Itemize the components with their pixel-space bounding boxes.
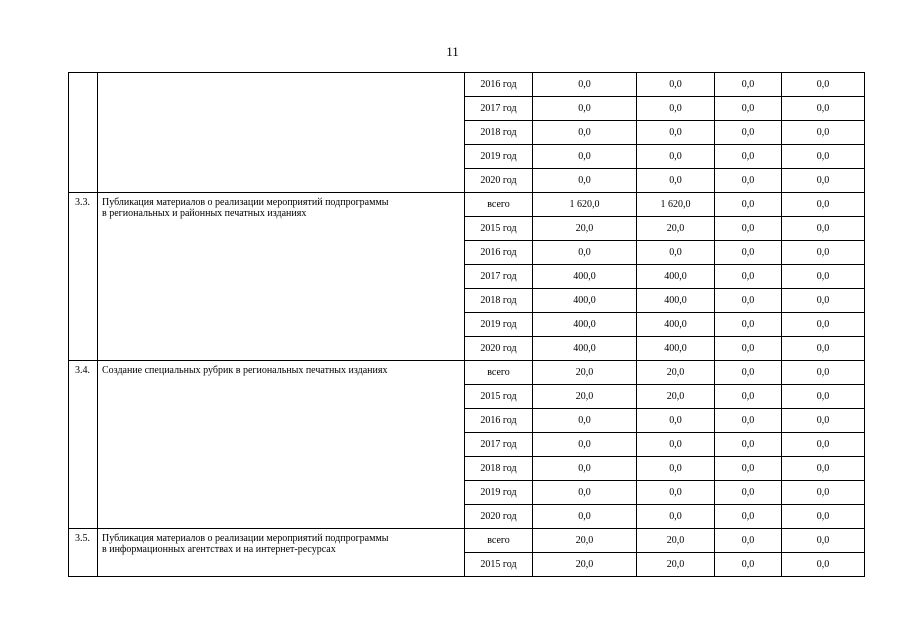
other-amount-cell: 0,0 (715, 73, 782, 97)
period-cell: 2016 год (465, 73, 533, 97)
table-body (69, 73, 865, 577)
extra-amount-cell: 0,0 (782, 145, 865, 169)
budget-amount-cell: 20,0 (637, 217, 715, 241)
total-amount-cell: 0,0 (533, 433, 637, 457)
period-cell: 2019 год (465, 313, 533, 337)
budget-amount-cell: 400,0 (637, 265, 715, 289)
other-amount-cell: 0,0 (715, 529, 782, 553)
period-cell: 2018 год (465, 289, 533, 313)
total-amount-cell: 400,0 (533, 337, 637, 361)
extra-amount-cell: 0,0 (782, 553, 865, 577)
table-row (69, 73, 865, 97)
period-cell: 2020 год (465, 337, 533, 361)
funding-table (68, 72, 865, 577)
measure-name-line: Публикация материалов о реализации мероприятий подпрограммы (102, 197, 389, 208)
other-amount-cell: 0,0 (715, 265, 782, 289)
period-cell: 2020 год (465, 505, 533, 529)
table-row (69, 361, 865, 385)
period-cell: 2018 год (465, 121, 533, 145)
table-row (69, 193, 865, 217)
total-amount-cell: 0,0 (533, 457, 637, 481)
budget-amount-cell: 1 620,0 (637, 193, 715, 217)
total-amount-cell: 0,0 (533, 121, 637, 145)
budget-amount-cell: 0,0 (637, 505, 715, 529)
budget-amount-cell: 0,0 (637, 481, 715, 505)
period-cell: 2019 год (465, 145, 533, 169)
extra-amount-cell: 0,0 (782, 121, 865, 145)
extra-amount-cell: 0,0 (782, 217, 865, 241)
period-cell: всего (465, 193, 533, 217)
extra-amount-cell: 0,0 (782, 73, 865, 97)
page-number: 11 (446, 44, 459, 59)
period-cell: 2018 год (465, 457, 533, 481)
budget-amount-cell: 0,0 (637, 433, 715, 457)
total-amount-cell: 20,0 (533, 217, 637, 241)
period-cell: 2017 год (465, 97, 533, 121)
other-amount-cell: 0,0 (715, 169, 782, 193)
measure-name-cell (98, 361, 465, 529)
budget-amount-cell: 0,0 (637, 121, 715, 145)
other-amount-cell: 0,0 (715, 553, 782, 577)
total-amount-cell: 20,0 (533, 361, 637, 385)
total-amount-cell: 1 620,0 (533, 193, 637, 217)
measure-number-cell: 3.3. (69, 193, 98, 361)
total-amount-cell: 0,0 (533, 409, 637, 433)
extra-amount-cell: 0,0 (782, 289, 865, 313)
budget-amount-cell: 20,0 (637, 385, 715, 409)
extra-amount-cell: 0,0 (782, 169, 865, 193)
other-amount-cell: 0,0 (715, 121, 782, 145)
period-cell: 2017 год (465, 433, 533, 457)
extra-amount-cell: 0,0 (782, 97, 865, 121)
measure-number-cell (69, 73, 98, 193)
other-amount-cell: 0,0 (715, 433, 782, 457)
period-cell: 2015 год (465, 385, 533, 409)
extra-amount-cell: 0,0 (782, 313, 865, 337)
extra-amount-cell: 0,0 (782, 361, 865, 385)
total-amount-cell: 0,0 (533, 73, 637, 97)
extra-amount-cell: 0,0 (782, 337, 865, 361)
period-cell: 2019 год (465, 481, 533, 505)
other-amount-cell: 0,0 (715, 289, 782, 313)
extra-amount-cell: 0,0 (782, 385, 865, 409)
extra-amount-cell: 0,0 (782, 457, 865, 481)
budget-amount-cell: 20,0 (637, 361, 715, 385)
other-amount-cell: 0,0 (715, 361, 782, 385)
total-amount-cell: 400,0 (533, 313, 637, 337)
budget-amount-cell: 0,0 (637, 169, 715, 193)
extra-amount-cell: 0,0 (782, 265, 865, 289)
total-amount-cell: 0,0 (533, 145, 637, 169)
period-cell: всего (465, 529, 533, 553)
measure-name-cell (98, 73, 465, 193)
period-cell: 2015 год (465, 553, 533, 577)
extra-amount-cell: 0,0 (782, 505, 865, 529)
measure-name-cell (98, 529, 465, 577)
budget-amount-cell: 0,0 (637, 97, 715, 121)
budget-amount-cell: 0,0 (637, 73, 715, 97)
period-cell: всего (465, 361, 533, 385)
total-amount-cell: 400,0 (533, 265, 637, 289)
measure-number-cell: 3.5. (69, 529, 98, 577)
other-amount-cell: 0,0 (715, 385, 782, 409)
measure-name-line: в региональных и районных печатных изданиях (102, 208, 307, 219)
measure-name-line: Публикация материалов о реализации мероприятий подпрограммы (102, 533, 389, 544)
total-amount-cell: 0,0 (533, 97, 637, 121)
other-amount-cell: 0,0 (715, 505, 782, 529)
budget-amount-cell: 400,0 (637, 313, 715, 337)
budget-amount-cell: 400,0 (637, 337, 715, 361)
other-amount-cell: 0,0 (715, 481, 782, 505)
budget-amount-cell: 0,0 (637, 457, 715, 481)
extra-amount-cell: 0,0 (782, 409, 865, 433)
budget-amount-cell: 0,0 (637, 145, 715, 169)
period-cell: 2015 год (465, 217, 533, 241)
measure-name-line: Создание специальных рубрик в региональных печатных изданиях (102, 365, 388, 376)
extra-amount-cell: 0,0 (782, 481, 865, 505)
other-amount-cell: 0,0 (715, 337, 782, 361)
total-amount-cell: 0,0 (533, 505, 637, 529)
period-cell: 2017 год (465, 265, 533, 289)
budget-amount-cell: 0,0 (637, 409, 715, 433)
total-amount-cell: 20,0 (533, 385, 637, 409)
budget-amount-cell: 20,0 (637, 553, 715, 577)
total-amount-cell: 400,0 (533, 289, 637, 313)
other-amount-cell: 0,0 (715, 217, 782, 241)
budget-amount-cell: 20,0 (637, 529, 715, 553)
other-amount-cell: 0,0 (715, 457, 782, 481)
table-row (69, 529, 865, 553)
other-amount-cell: 0,0 (715, 97, 782, 121)
period-cell: 2020 год (465, 169, 533, 193)
measure-name-line: в информационных агентствах и на интернет-ресурсах (102, 544, 336, 555)
other-amount-cell: 0,0 (715, 193, 782, 217)
other-amount-cell: 0,0 (715, 409, 782, 433)
total-amount-cell: 0,0 (533, 481, 637, 505)
measure-name-cell (98, 193, 465, 361)
other-amount-cell: 0,0 (715, 313, 782, 337)
period-cell: 2016 год (465, 409, 533, 433)
total-amount-cell: 20,0 (533, 553, 637, 577)
budget-amount-cell: 0,0 (637, 241, 715, 265)
total-amount-cell: 0,0 (533, 241, 637, 265)
total-amount-cell: 0,0 (533, 169, 637, 193)
extra-amount-cell: 0,0 (782, 241, 865, 265)
other-amount-cell: 0,0 (715, 145, 782, 169)
extra-amount-cell: 0,0 (782, 529, 865, 553)
total-amount-cell: 20,0 (533, 529, 637, 553)
other-amount-cell: 0,0 (715, 241, 782, 265)
budget-amount-cell: 400,0 (637, 289, 715, 313)
extra-amount-cell: 0,0 (782, 433, 865, 457)
extra-amount-cell: 0,0 (782, 193, 865, 217)
period-cell: 2016 год (465, 241, 533, 265)
measure-number-cell: 3.4. (69, 361, 98, 529)
